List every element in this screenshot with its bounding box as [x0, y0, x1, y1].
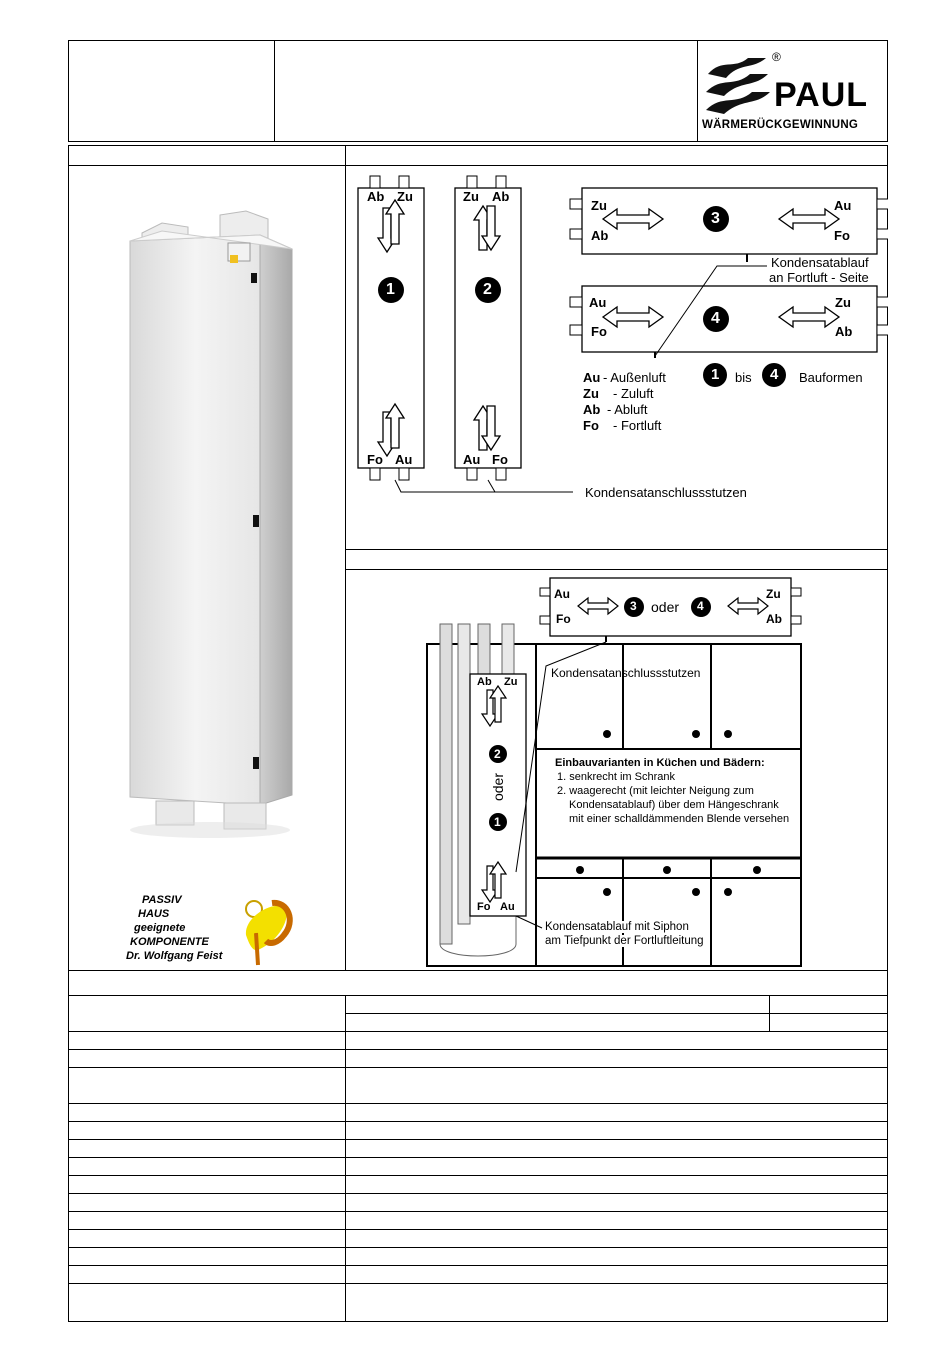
- top-left-top: Au: [554, 587, 570, 601]
- passivhaus-line1: PASSIV: [142, 894, 182, 906]
- install-1: 1. senkrecht im Schrank: [557, 771, 675, 783]
- passivhaus-line2: HAUS: [138, 908, 170, 920]
- v-oder: oder: [490, 772, 507, 802]
- v-top-left: Ab: [477, 676, 492, 688]
- paul-waves-icon: [704, 52, 772, 122]
- top-left-bottom: Fo: [556, 612, 571, 626]
- stub-label-2: Kondensatanschlussstutzen: [551, 666, 701, 680]
- u3-right-bottom: Fo: [834, 228, 850, 243]
- legend-text: - Abluft: [607, 402, 648, 417]
- row-line-diag2-top: [345, 549, 888, 550]
- spec-line: [68, 1175, 888, 1176]
- top-num2: 4: [697, 599, 704, 613]
- spec-line: [345, 1013, 888, 1014]
- spec-line: [68, 1193, 888, 1194]
- diagram-kitchen-install: [420, 574, 810, 970]
- u1-top-right: Zu: [397, 189, 413, 204]
- product-photo: [120, 205, 300, 845]
- u3-left-bottom: Ab: [591, 228, 609, 243]
- install-2c: mit einer schalldämmenden Blende versehen: [569, 813, 790, 825]
- legend-abbr: Ab: [583, 402, 601, 417]
- u1-bottom-right: Au: [395, 452, 413, 467]
- u2-bottom-left: Au: [463, 452, 481, 467]
- spec-line: [68, 995, 888, 996]
- air-legend: [583, 370, 703, 436]
- spec-line: [68, 1121, 888, 1122]
- diagram-installation-forms: [345, 166, 888, 549]
- stub-label: Kondensatanschlussstutzen: [585, 485, 747, 500]
- u2-top-left: Zu: [463, 189, 479, 204]
- legend-abbr: Fo: [583, 418, 599, 433]
- header-divider-2: [697, 40, 698, 142]
- logo-subtitle: WÄRMERÜCKGEWINNUNG: [702, 119, 859, 131]
- siphon-2: am Tiefpunkt der Fortluftleitung: [545, 935, 704, 947]
- install-2b: Kondensatablauf) über dem Hängeschrank: [569, 799, 779, 811]
- legend-abbr: Zu: [583, 386, 599, 401]
- spec-line: [68, 1211, 888, 1212]
- passivhaus-line4: KOMPONENTE: [130, 936, 209, 948]
- u3-number: 3: [711, 210, 720, 227]
- range-to: 4: [770, 366, 779, 383]
- spec-line: [68, 1283, 888, 1284]
- u3-left-top: Zu: [591, 198, 607, 213]
- drain-line2: an Fortluft - Seite: [769, 270, 869, 285]
- spec-line: [68, 1157, 888, 1158]
- top-right-bottom: Ab: [766, 612, 782, 626]
- logo-registered: ®: [772, 50, 781, 64]
- spec-line: [68, 1103, 888, 1104]
- spec-line: [68, 1139, 888, 1140]
- logo-brand: PAUL: [774, 76, 869, 114]
- passivhaus-logo-icon: [232, 895, 296, 967]
- passivhaus-badge: [122, 893, 302, 968]
- v-top-right: Zu: [504, 676, 518, 688]
- u1-number: 1: [386, 281, 395, 298]
- install-2a: 2. waagerecht (mit leichter Neigung zum: [557, 785, 754, 797]
- spec-unit-divider: [769, 995, 770, 1031]
- spec-column-divider: [345, 995, 346, 1322]
- v-bottom-right: Au: [500, 901, 515, 913]
- spec-line: [68, 1067, 888, 1068]
- header-divider-1: [274, 40, 275, 142]
- spec-line: [68, 1247, 888, 1248]
- u4-left-bottom: Fo: [591, 324, 607, 339]
- top-right-top: Zu: [766, 587, 781, 601]
- u4-right-top: Zu: [835, 295, 851, 310]
- u2-top-right: Ab: [492, 189, 510, 204]
- top-num1: 3: [630, 599, 637, 613]
- u3-right-top: Au: [834, 198, 852, 213]
- spec-line: [68, 1049, 888, 1050]
- paul-logo: [700, 46, 885, 138]
- u4-number: 4: [711, 310, 720, 327]
- u4-right-bottom: Ab: [835, 324, 853, 339]
- u2-bottom-right: Fo: [492, 452, 508, 467]
- install-title: Einbauvarianten in Küchen und Bädern:: [555, 757, 765, 769]
- range-label: Bauformen: [799, 370, 863, 385]
- drain-line1: Kondensatablauf: [771, 255, 869, 270]
- legend-text: - Zuluft: [613, 386, 654, 401]
- range-word: bis: [735, 370, 752, 385]
- passivhaus-line5: Dr. Wolfgang Feist: [126, 950, 223, 962]
- legend-text: - Fortluft: [613, 418, 662, 433]
- top-oder: oder: [651, 599, 680, 615]
- passivhaus-line3: geeignete: [134, 922, 186, 934]
- legend-abbr: Au: [583, 370, 601, 385]
- spec-line: [68, 1229, 888, 1230]
- row-line-specs-top: [68, 970, 888, 971]
- legend-text: - Außenluft: [603, 370, 666, 385]
- v-num1: 1: [494, 815, 501, 829]
- v-bottom-left: Fo: [477, 901, 491, 913]
- spec-line: [68, 1265, 888, 1266]
- u1-bottom-left: Fo: [367, 452, 383, 467]
- u2-number: 2: [483, 281, 492, 298]
- range-from: 1: [711, 366, 720, 383]
- u1-top-left: Ab: [367, 189, 385, 204]
- spec-line: [68, 1031, 888, 1032]
- siphon-1: Kondensatablauf mit Siphon: [545, 921, 689, 933]
- u4-left-top: Au: [589, 295, 607, 310]
- v-num2: 2: [494, 747, 501, 761]
- row-line-diag2-head: [345, 569, 888, 570]
